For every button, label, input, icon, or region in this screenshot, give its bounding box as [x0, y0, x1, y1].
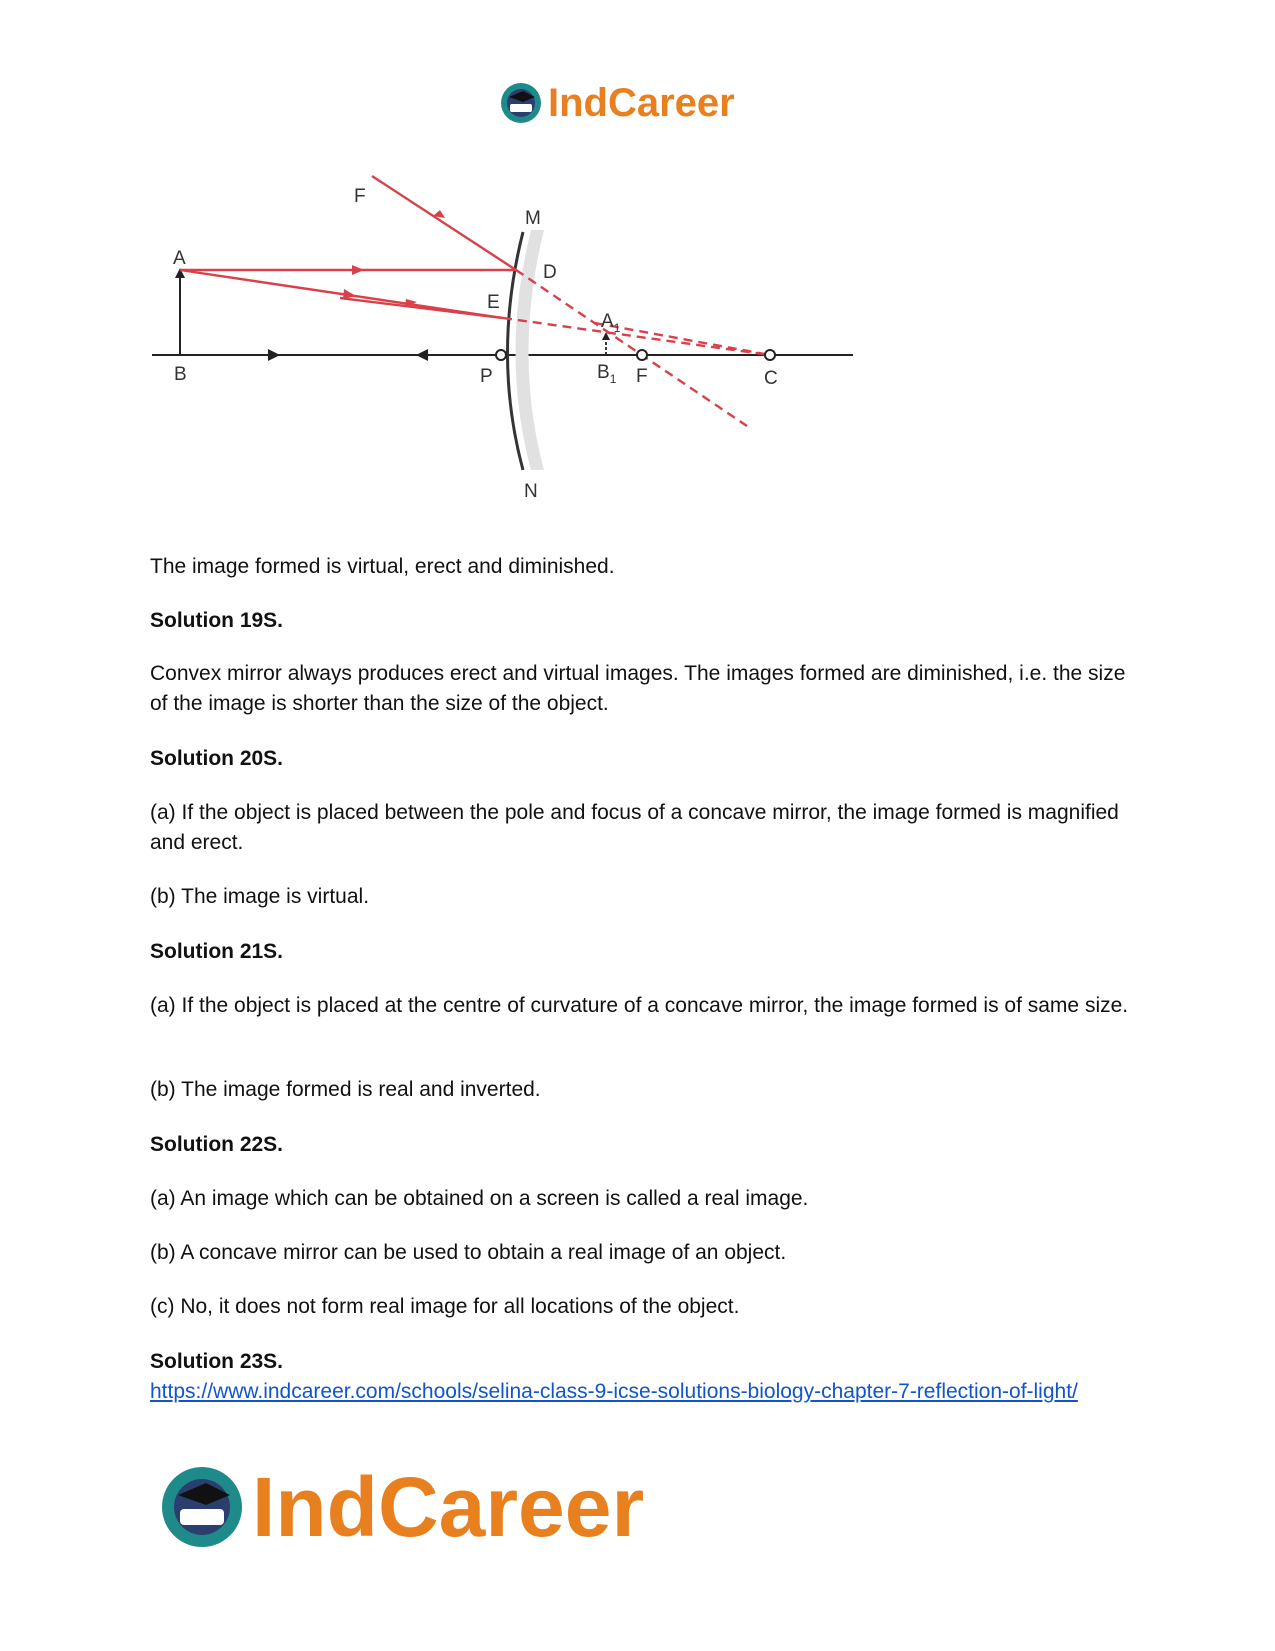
logo-text: IndCareer: [548, 80, 735, 125]
centre-of-curvature-point: [765, 350, 775, 360]
label-E: E: [487, 292, 500, 313]
solution-19-title: Solution 19S.: [150, 609, 284, 632]
label-B1: $B_1$: [597, 362, 617, 386]
logo-text: IndCareer: [252, 1459, 645, 1554]
label-A: A: [173, 248, 186, 269]
reflected-ray-from-D: [372, 176, 516, 270]
solution-21-b: (b) The image formed is real and inverted.: [150, 1078, 541, 1101]
convex-mirror-ray-diagram: [140, 170, 920, 530]
solution-22-title: Solution 22S.: [150, 1133, 284, 1156]
label-F-top: F: [354, 186, 366, 207]
solution-21-title: Solution 21S.: [150, 940, 284, 963]
diagram-conclusion: The image formed is virtual, erect and diminished.: [150, 555, 615, 578]
pole-point: [496, 350, 506, 360]
solution-21-a: (a) If the object is placed at the centre of curvature of a concave mirror, the image formed is of same size.: [150, 994, 1129, 1017]
footer-logo: [160, 1459, 645, 1554]
label-D: D: [543, 262, 557, 283]
dashed-extension-E: [503, 318, 770, 355]
label-B: B: [174, 364, 187, 385]
solution-22-a: (a) An image which can be obtained on a screen is called a real image.: [150, 1187, 809, 1210]
solution-19-text: Convex mirror always produces erect and virtual images. The images formed are diminished, i.e. the size of the image is shorter than the size of the object.: [150, 662, 1126, 715]
solution-22-c: (c) No, it does not form real image for all locations of the object.: [150, 1295, 740, 1318]
solution-23-link-line: [150, 1377, 1130, 1407]
axis-arrow-left: [416, 349, 428, 361]
solution-22-b: (b) A concave mirror can be used to obtain a real image of an object.: [150, 1241, 787, 1264]
solution-20-a: (a) If the object is placed between the pole and focus of a concave mirror, the image formed is magnified and erect.: [150, 801, 1119, 854]
dashed-to-C: [595, 323, 770, 355]
logo-book-icon: [500, 82, 542, 124]
label-N: N: [524, 481, 538, 502]
label-C: C: [764, 368, 778, 389]
indcareer-link[interactable]: https://www.indcareer.com/schools/selina-class-9-icse-solutions-biology-chapter-7-reflection-of-light/: [150, 1380, 1078, 1403]
solution-20-b: (b) The image is virtual.: [150, 885, 370, 908]
header-logo: [500, 78, 735, 128]
solution-23-title: Solution 23S.: [150, 1350, 284, 1373]
label-P: P: [480, 366, 493, 387]
solution-20-title: Solution 20S.: [150, 747, 284, 770]
label-F-axis: F: [636, 366, 648, 387]
incident-ray-to-pole-region: [180, 270, 503, 318]
logo-book-icon: [160, 1465, 244, 1549]
label-M: M: [525, 208, 541, 229]
reflected-ray-from-E: [340, 298, 503, 318]
axis-arrow-right: [268, 349, 280, 361]
label-A1: $A_1$: [601, 311, 621, 335]
mirror-shade: [516, 230, 545, 470]
focus-point: [637, 350, 647, 360]
